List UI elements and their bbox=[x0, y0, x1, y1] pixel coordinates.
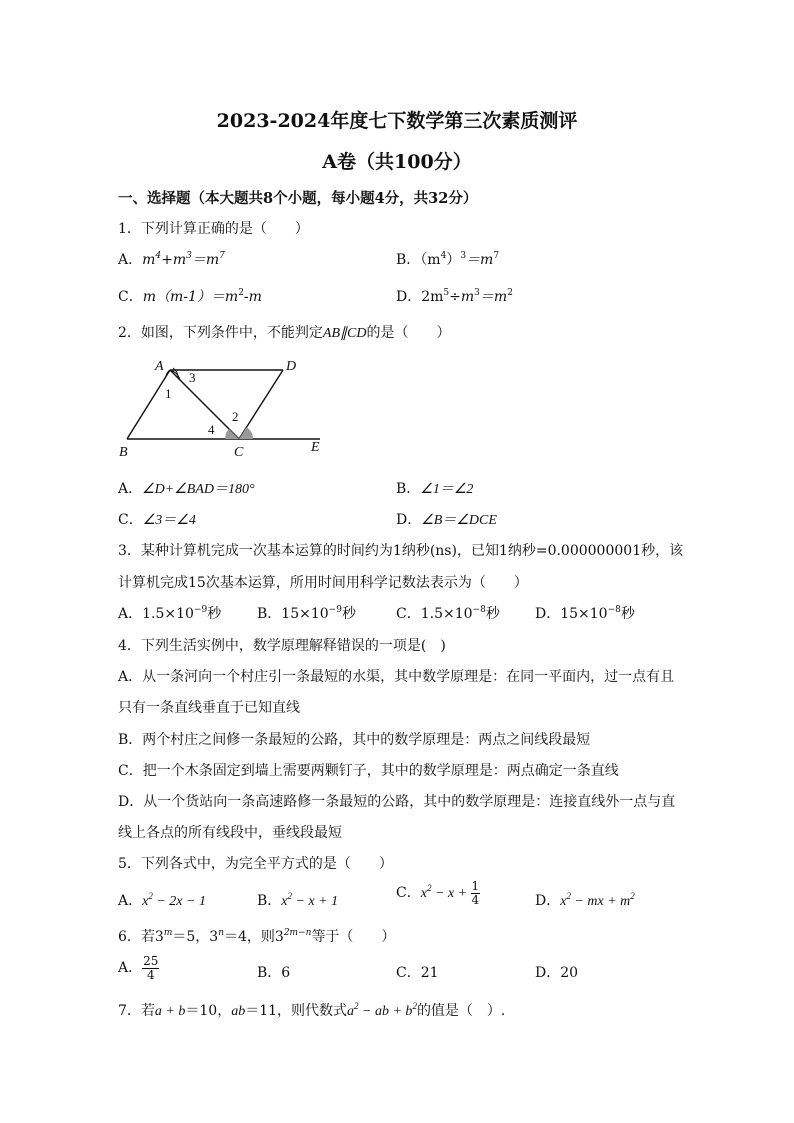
label-1: 1 bbox=[165, 386, 172, 401]
question-6-stem: 6．若$3^m=5$，$3^n=4$，则$3^{2m-n}$等于（ ） bbox=[118, 928, 396, 945]
q2-option-a: A．∠D+∠BAD＝180° bbox=[118, 481, 255, 497]
q5-option-d: D．$x^2$ − mx + $m^2$ bbox=[535, 891, 635, 909]
label-4: 4 bbox=[208, 422, 215, 437]
q2-option-d: D．∠B＝∠DCE bbox=[396, 512, 497, 528]
q4-option-b: B．两个村庄之间修一条最短的公路，其中的数学原理是：两点之间线段最短 bbox=[118, 732, 591, 748]
question-7-stem: 7．若a + b＝10，ab＝11，则代数式$a^2$ − ab + $b^2$的值是（ ）. bbox=[118, 1001, 506, 1019]
q4-option-a-line-2: 只有一条直线垂直于已知直线 bbox=[118, 700, 300, 716]
section-heading: 一、选择题（本大题共8个小题，每小题4分，共32分） bbox=[118, 190, 478, 207]
q6-option-a: A． $\frac{25}{4}$ bbox=[118, 954, 159, 982]
exam-subtitle: A卷（共100分） bbox=[322, 151, 472, 173]
label-2: 2 bbox=[232, 409, 239, 424]
q6-option-d: D．20 bbox=[535, 965, 579, 981]
angle-4-fill bbox=[225, 429, 239, 439]
label-b: B bbox=[119, 445, 128, 460]
exam-title: 2023-2024年度七下数学第三次素质测评 bbox=[216, 110, 578, 132]
q5-option-c: C．$x^2 - x$ + $\frac{1}{4}$ bbox=[396, 879, 480, 907]
label-3: 3 bbox=[189, 370, 196, 385]
question-5-stem: 5．下列各式中，为完全平方式的是（ ） bbox=[118, 856, 393, 872]
segment-ab bbox=[127, 370, 170, 439]
q3-option-c: C．$1.5\times 10^{-8}$秒 bbox=[396, 605, 500, 622]
q5-option-a: A．$x^2 - 2x - 1$ bbox=[118, 891, 206, 909]
q3-option-d: D．$15\times 10^{-8}$秒 bbox=[535, 605, 635, 622]
parallelogram-figure bbox=[115, 352, 340, 462]
question-3-line-2: 计算机完成15次基本运算，所用时间用科学记数法表示为（ ） bbox=[118, 575, 528, 591]
question-1-stem: 1．下列计算正确的是（ ） bbox=[118, 221, 309, 237]
angle-2-fill bbox=[239, 427, 253, 439]
label-e: E bbox=[311, 440, 320, 455]
label-d: D bbox=[286, 359, 297, 374]
q5-option-b: B．$x^2 - x + 1$ bbox=[257, 891, 339, 909]
q3-option-b: B．$15\times 10^{-9}$秒 bbox=[257, 605, 356, 622]
q4-option-d-line-2: 线上各点的所有线段中，垂线段最短 bbox=[118, 825, 342, 841]
q4-option-a-line-1: A．从一条河向一个村庄引一条最短的水渠，其中数学原理是：在同一平面内，过一点有且 bbox=[118, 669, 675, 685]
q1-option-a: A．$m^4+m^3=m^7$ bbox=[118, 251, 225, 268]
q2-option-b: B．∠1＝∠2 bbox=[396, 481, 474, 497]
q3-option-a: A．$1.5\times 10^{-9}$秒 bbox=[118, 605, 222, 622]
question-2-stem: 2．如图，下列条件中，不能判定AB∥CD的是（ ） bbox=[118, 325, 451, 341]
segment-ac bbox=[170, 370, 239, 439]
q1-option-d: D．$2m^5\div m^3=m^2$ bbox=[396, 288, 513, 305]
q4-option-c: C．把一个木条固定到墙上需要两颗钉子，其中的数学原理是：两点确定一条直线 bbox=[118, 763, 619, 779]
q1-option-c: C．$m(m-1)=m^2-m$ bbox=[118, 288, 262, 305]
q1-option-b: B．$(m^4)^3=m^7$ bbox=[396, 251, 500, 268]
label-a: A bbox=[155, 359, 164, 374]
question-3-line-1: 3．某种计算机完成一次基本运算的时间约为1纳秒(ns)，已知1纳秒=0.000000001秒，该 bbox=[118, 543, 684, 559]
q6-option-b: B．6 bbox=[257, 965, 291, 981]
q2-option-c: C．∠3＝∠4 bbox=[118, 512, 196, 528]
q6-option-c: C．21 bbox=[396, 965, 439, 981]
label-c: C bbox=[234, 445, 244, 460]
question-4-stem: 4．下列生活实例中，数学原理解释错误的一项是( ) bbox=[118, 638, 446, 654]
q4-option-d-line-1: D．从一个货站向一条高速路修一条最短的公路，其中的数学原理是：连接直线外一点与直 bbox=[118, 794, 676, 810]
